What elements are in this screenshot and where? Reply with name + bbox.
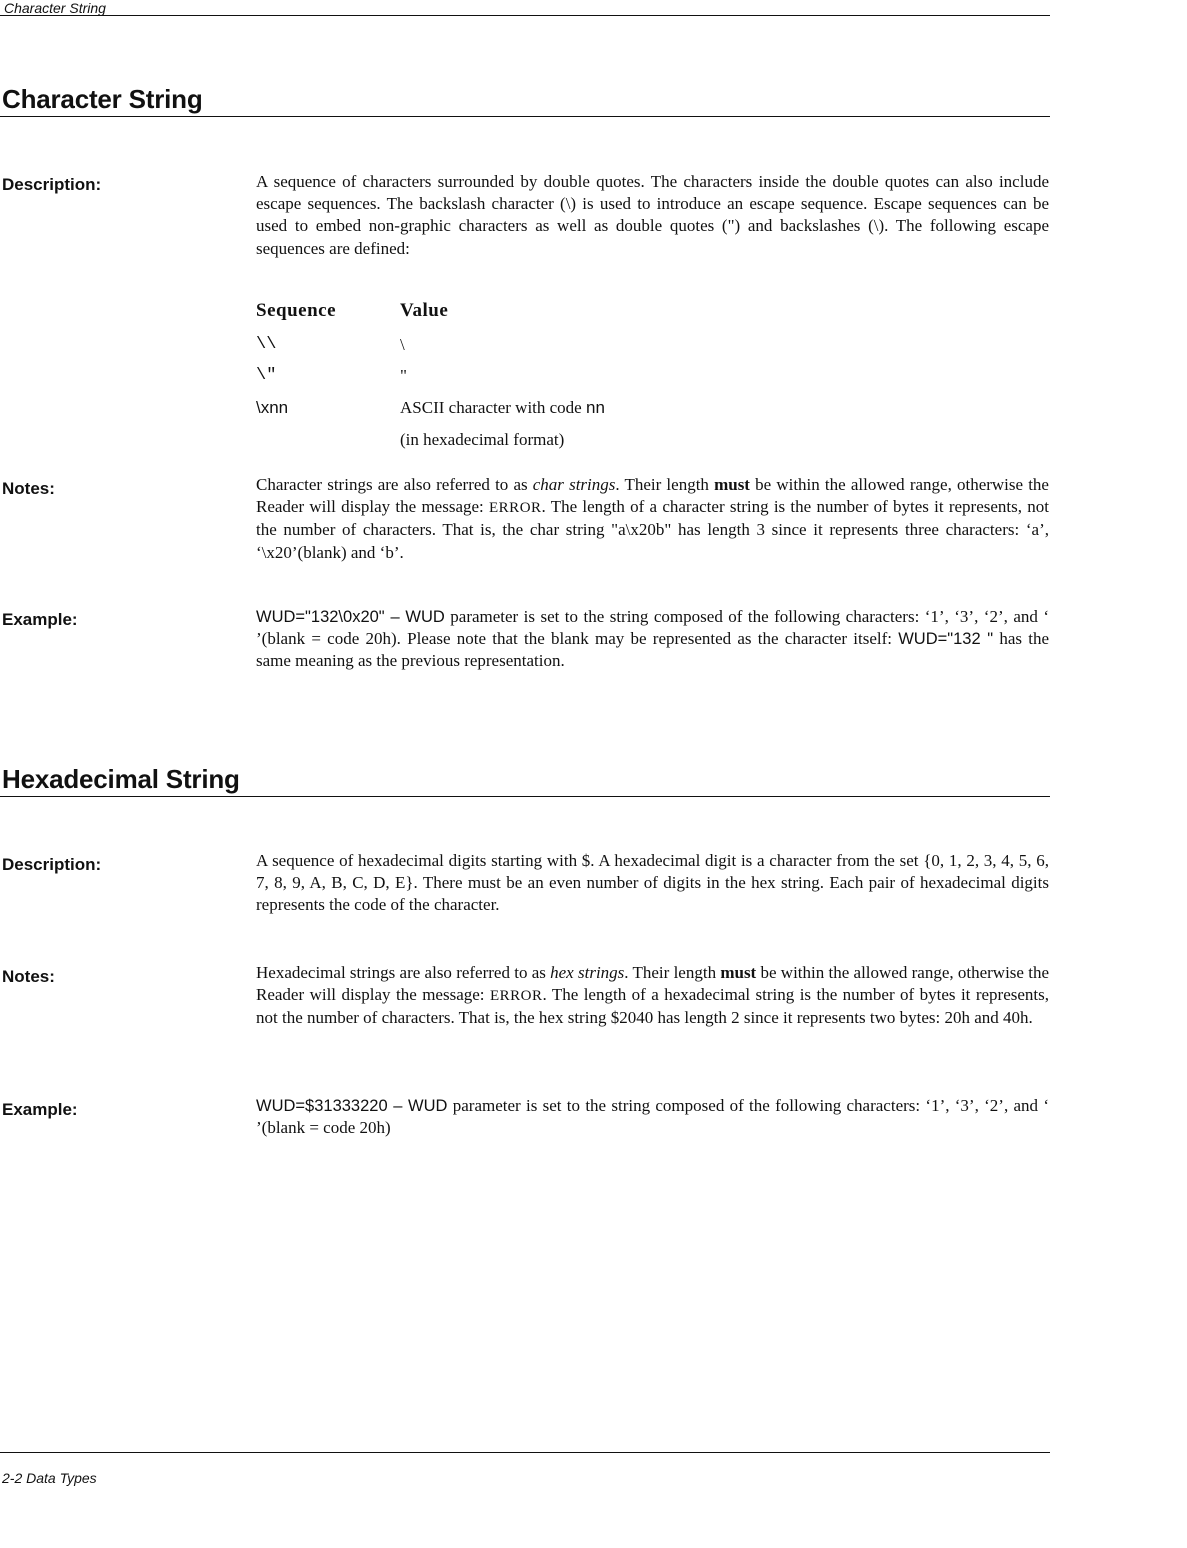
sequence-cell: \\ — [256, 335, 277, 354]
description-label: Description: — [2, 175, 102, 194]
notes-text-part: be within the allowed range, otherwise the Reader will display the message: — [256, 475, 1049, 517]
example-code: WUD=$31333220 – WUD — [256, 1097, 448, 1115]
example-code: WUD="132 " — [898, 630, 994, 649]
notes-emphasis: char strings — [532, 475, 616, 494]
sequence-cell: \xnn — [256, 398, 289, 417]
example-text-part: parameter is set to the string composed of the following characters: ‘1’, ‘3’, ‘2’, and ‘ ’(blank = code 20h). Please note that the blank may be represented as the character itself: — [256, 607, 1049, 649]
notes-label: Notes: — [2, 479, 55, 498]
description-text: A sequence of hexadecimal digits starting with $. A hexadecimal digit is a character from the set {0, 1, 2, 3, 4, 5, 6, 7, 8, 9, A, B, C, D, E}. There must be an even number of digits in the hex string. Each pair of hexadecimal digits represents the code of the character. — [256, 851, 1049, 915]
notes-text-part: . Their length — [624, 963, 721, 982]
section-title-character-string: Character String — [2, 84, 203, 114]
page-footer: 2-2 Data Types — [2, 1470, 97, 1486]
value-cell: (in hexadecimal format) — [400, 430, 565, 449]
notes-text-part: . The length of a hexadecimal string is the number of bytes it represents, not the number of characters. That is, the hex string $2040 has length 2 since it represents two bytes: 20h and 40h. — [256, 985, 1049, 1028]
section-rule — [0, 116, 1050, 117]
notes-text — [256, 474, 1049, 564]
notes-strong: must — [720, 963, 757, 982]
description-label: Description: — [2, 855, 102, 874]
value-code: nn — [585, 398, 605, 417]
example-text-part: parameter is set to the string composed of the following characters: ‘1’, ‘3’, ‘2’, and ‘ ’(blank = code 20h) — [256, 1096, 1049, 1138]
notes-text-part: . Their length — [615, 475, 715, 494]
sequence-cell: \" — [256, 366, 277, 385]
running-header: Character String — [4, 0, 106, 16]
notes-text-part: . The length of a character string is the number of bytes it represents, not the number of characters. That is, the char string "a\x20b" has length 3 since it represents three characters: ‘a’, ‘\x20’(blank) and ‘b’. — [256, 497, 1049, 562]
notes-emphasis: hex strings — [550, 963, 625, 982]
column-header-sequence: Sequence — [256, 300, 336, 321]
example-label: Example: — [2, 1100, 78, 1119]
value-cell: \ — [400, 335, 405, 354]
value-cell: " — [400, 366, 407, 385]
notes-text-part: Hexadecimal strings are also referred to as — [256, 963, 551, 982]
notes-text — [256, 962, 1049, 1030]
value-text: ASCII character with code — [400, 398, 586, 417]
example-code: WUD="132\0x20" – WUD — [256, 608, 445, 626]
value-cell — [400, 398, 605, 418]
example-text — [256, 1095, 1049, 1139]
footer-rule — [0, 1452, 1050, 1453]
notes-label: Notes: — [2, 967, 55, 986]
example-text-part: has the same meaning as the previous representation. — [256, 629, 1049, 671]
example-text — [256, 606, 1049, 673]
description-text: A sequence of characters surrounded by double quotes. The characters inside the double quotes can also include escape sequences. The backslash character (\) is used to introduce an escape sequence. Escape sequences can be used to embed non-graphic characters as well as double quotes (") and backslashes (\). The following escape sequences are defined: — [256, 172, 1049, 258]
notes-text-part: Character strings are also referred to as — [256, 475, 533, 494]
notes-strong: must — [714, 475, 750, 494]
error-message-word: ERROR — [489, 988, 543, 1005]
section-title-hexadecimal-string: Hexadecimal String — [2, 764, 240, 794]
header-rule — [0, 15, 1050, 16]
column-header-value: Value — [400, 300, 449, 321]
example-label: Example: — [2, 610, 78, 629]
notes-text-part: be within the allowed range, otherwise the Reader will display the message: — [256, 963, 1049, 1005]
error-message-word: ERROR — [489, 500, 542, 517]
section-rule — [0, 796, 1050, 797]
